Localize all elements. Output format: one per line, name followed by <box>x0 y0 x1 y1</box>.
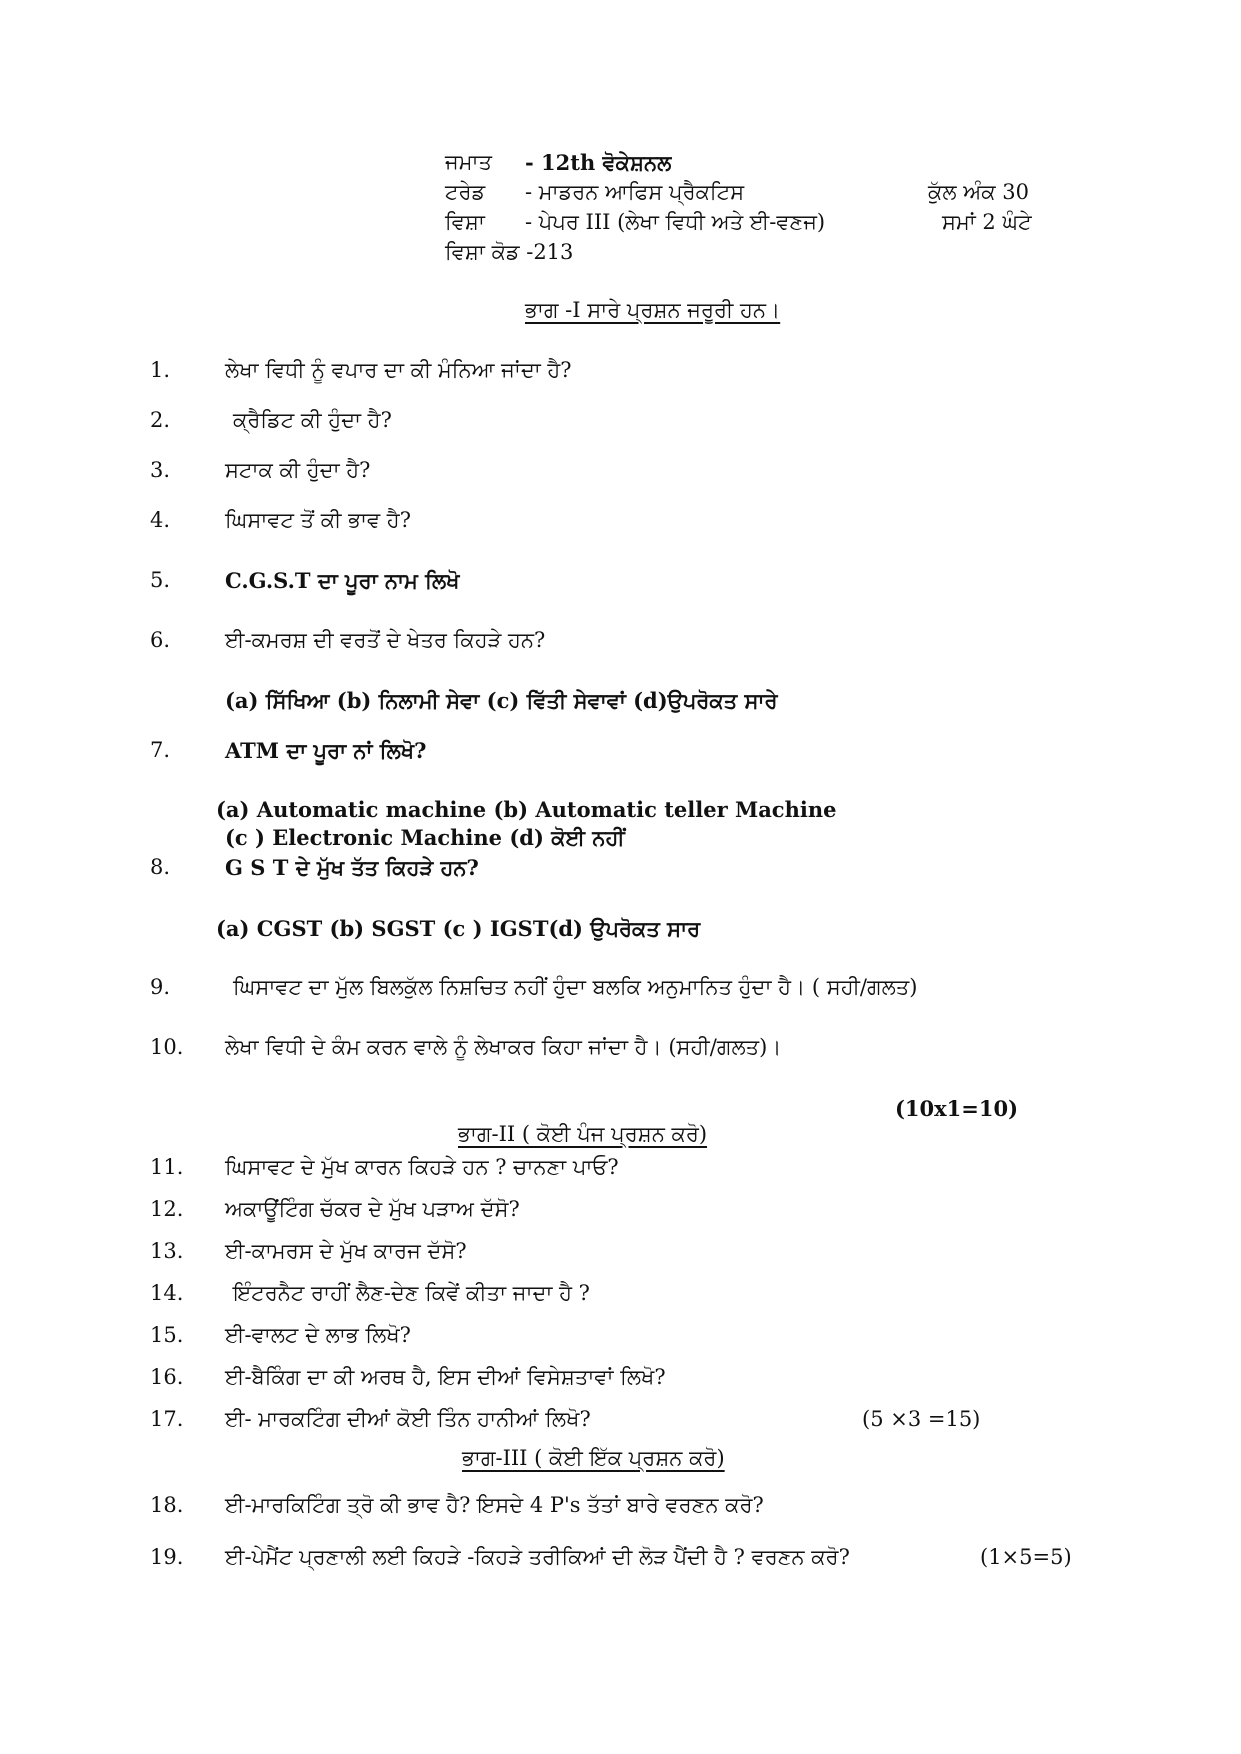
subject-label: ਵਿਸ਼ਾ <box>445 210 485 234</box>
part1-marks: (10x1=10) <box>895 1096 1019 1121</box>
question-text: ਈ-ਕਾਮਰਸ ਦੇ ਮੁੱਖ ਕਾਰਜ ਦੱਸੋ? <box>225 1239 467 1263</box>
question-number: 3. <box>150 458 171 482</box>
subject-code: ਵਿਸ਼ਾ ਕੋਡ -213 <box>445 240 574 264</box>
trade-value: - ਮਾਡਰਨ ਆਫਿਸ ਪ੍ਰੈਕਟਿਸ <box>525 180 745 204</box>
question-text: ਈ-ਵਾਲਟ ਦੇ ਲਾਭ ਲਿਖੋ? <box>225 1323 411 1347</box>
part2-marks: (5 ×3 =15) <box>862 1407 981 1431</box>
q7-options-line2: (c ) Electronic Machine (d) ਕੋਈ ਨਹੀਂ <box>225 825 625 850</box>
question-number: 8. <box>150 855 171 879</box>
question-number: 19. <box>150 1545 184 1569</box>
part1-title: ਭਾਗ -I ਸਾਰੇ ਪ੍ਰਸ਼ਨ ਜਰੂਰੀ ਹਨ। <box>525 298 781 322</box>
question-number: 17. <box>150 1407 184 1431</box>
question-number: 6. <box>150 628 171 652</box>
question-text: ਘਿਸਾਵਟ ਦੇ ਮੁੱਖ ਕਾਰਨ ਕਿਹੜੇ ਹਨ ? ਚਾਨਣਾ ਪਾਓ? <box>225 1155 619 1179</box>
question-text: ਲੇਖਾ ਵਿਧੀ ਦੇ ਕੰਮ ਕਰਨ ਵਾਲੇ ਨੂੰ ਲੇਖਾਕਰ ਕਿਹਾ ਜਾਂਦਾ ਹੈ। (ਸਹੀ/ਗਲਤ)। <box>225 1035 782 1059</box>
part2-title: ਭਾਗ-II ( ਕੋਈ ਪੰਜ ਪ੍ਰਸ਼ਨ ਕਰੋ) <box>458 1122 708 1146</box>
question-text: ਈ-ਪੇਮੈਂਟ ਪ੍ਰਣਾਲੀ ਲਈ ਕਿਹੜੇ -ਕਿਹੜੇ ਤਰੀਕਿਆਂ ਦੀ ਲੋੜ ਪੈਂਦੀ ਹੈ ? ਵਰਣਨ ਕਰੋ? <box>225 1545 850 1569</box>
question-number: 1. <box>150 358 171 382</box>
total-marks: ਕੁੱਲ ਅੰਕ 30 <box>928 180 1029 204</box>
question-number: 9. <box>150 975 171 999</box>
trade-label: ਟਰੇਡ <box>445 180 486 204</box>
question-number: 5. <box>150 568 171 592</box>
question-text: ਇੰਟਰਨੈਟ ਰਾਹੀਂ ਲੈਣ-ਦੇਣ ਕਿਵੇਂ ਕੀਤਾ ਜਾਦਾ ਹੈ ? <box>233 1281 590 1305</box>
question-text: ਕ੍ਰੈਡਿਟ ਕੀ ਹੁੰਦਾ ਹੈ? <box>233 408 392 432</box>
question-number: 11. <box>150 1155 184 1179</box>
question-text: ATM ਦਾ ਪੂਰਾ ਨਾਂ ਲਿਖੋ? <box>225 738 427 763</box>
part3-marks: (1×5=5) <box>980 1545 1072 1569</box>
class-label: ਜਮਾਤ <box>445 150 492 174</box>
question-number: 10. <box>150 1035 184 1059</box>
question-text: ਸਟਾਕ ਕੀ ਹੁੰਦਾ ਹੈ? <box>225 458 371 482</box>
question-number: 7. <box>150 738 171 762</box>
question-text: ਲੇਖਾ ਵਿਧੀ ਨੂੰ ਵਪਾਰ ਦਾ ਕੀ ਮੰਨਿਆ ਜਾਂਦਾ ਹੈ? <box>225 358 572 382</box>
question-number: 12. <box>150 1197 184 1221</box>
q8-options: (a) CGST (b) SGST (c ) IGST(d) ਉਪਰੋਕਤ ਸਾਰ <box>216 916 701 941</box>
exam-time: ਸਮਾਂ 2 ਘੰਟੇ <box>942 210 1032 234</box>
question-text: ਈ-ਮਾਰਕਿਟਿੰਗ ਤ੍ਰੋ ਕੀ ਭਾਵ ਹੈ? ਇਸਦੇ 4 P's ਤੱਤਾਂ ਬਾਰੇ ਵਰਣਨ ਕਰੋ? <box>225 1493 764 1517</box>
question-text: G S T ਦੇ ਮੁੱਖ ਤੱਤ ਕਿਹੜੇ ਹਨ? <box>225 855 479 880</box>
question-number: 18. <box>150 1493 184 1517</box>
question-text: ਈ- ਮਾਰਕਟਿੰਗ ਦੀਆਂ ਕੋਈ ਤਿੰਨ ਹਾਨੀਆਂ ਲਿਖੋ? <box>225 1407 591 1431</box>
question-text: ਈ-ਬੈਕਿੰਗ ਦਾ ਕੀ ਅਰਥ ਹੈ, ਇਸ ਦੀਆਂ ਵਿਸੇਸ਼ਤਾਵਾਂ ਲਿਖੋ? <box>225 1365 666 1389</box>
q7-options-line1: (a) Automatic machine (b) Automatic teller Machine <box>216 797 837 822</box>
q6-options: (a) ਸਿੱਖਿਆ (b) ਨਿਲਾਮੀ ਸੇਵਾ (c) ਵਿੱਤੀ ਸੇਵਾਵਾਂ (d)ਉਪਰੋਕਤ ਸਾਰੇ <box>225 688 778 713</box>
question-number: 14. <box>150 1281 184 1305</box>
question-text: ਘਿਸਾਵਟ ਦਾ ਮੁੱਲ ਬਿਲਕੁੱਲ ਨਿਸ਼ਚਿਤ ਨਹੀਂ ਹੁੰਦਾ ਬਲਕਿ ਅਨੁਮਾਨਿਤ ਹੁੰਦਾ ਹੈ। ( ਸਹੀ/ਗਲਤ) <box>233 975 918 999</box>
question-number: 2. <box>150 408 171 432</box>
question-text: ਈ-ਕਮਰਸ਼ ਦੀ ਵਰਤੋਂ ਦੇ ਖੇਤਰ ਕਿਹੜੇ ਹਨ? <box>225 628 546 652</box>
subject-value: - ਪੇਪਰ III (ਲੇਖਾ ਵਿਧੀ ਅਤੇ ਈ-ਵਣਜ) <box>525 210 826 234</box>
question-text: C.G.S.T ਦਾ ਪੂਰਾ ਨਾਮ ਲਿਖੋ <box>225 568 460 593</box>
part3-title: ਭਾਗ-III ( ਕੋਈ ਇੱਕ ਪ੍ਰਸ਼ਨ ਕਰੋ) <box>462 1446 725 1470</box>
question-number: 16. <box>150 1365 184 1389</box>
question-number: 4. <box>150 508 171 532</box>
class-value: - 12th ਵੋਕੇਸ਼ਨਲ <box>525 150 672 175</box>
question-text: ਅਕਾਊਂਟਿੰਗ ਚੱਕਰ ਦੇ ਮੁੱਖ ਪੜਾਅ ਦੱਸੋ? <box>225 1197 520 1221</box>
question-number: 13. <box>150 1239 184 1263</box>
question-text: ਘਿਸਾਵਟ ਤੋਂ ਕੀ ਭਾਵ ਹੈ? <box>225 508 411 532</box>
question-number: 15. <box>150 1323 184 1347</box>
